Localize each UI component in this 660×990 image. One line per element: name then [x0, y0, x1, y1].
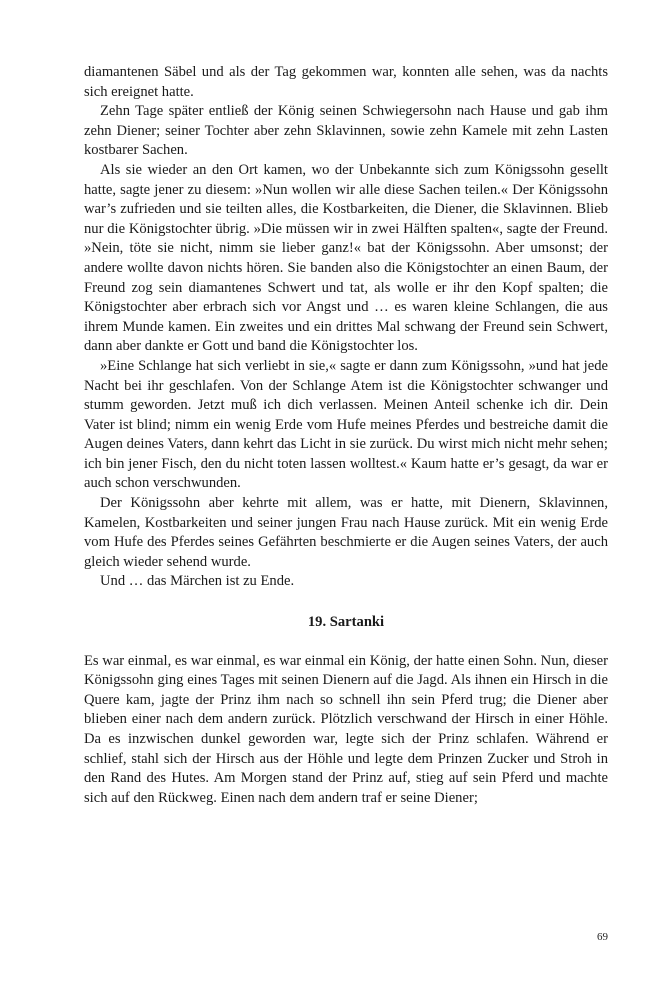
paragraph: »Eine Schlange hat sich verliebt in sie,« sagte er dann zum Königssohn, »und hat jede Nacht bei ihr geschlafen. Von der Schlange Atem ist die Königstochter schwanger und stumm geworden. Jetzt muß ich dich verlassen. Meinen Anteil schenke ich dir. Dein Vater ist blind; nimm ein wenig Erde vom Hufe meines Pferdes und bestreiche damit die Augen deines Vaters, dann kehrt das Licht in sie zurück. Du wirst mich nicht mehr sehen; ich bin jener Fisch, den du nicht toten lassen wolltest.« Kaum hatte er’s gesagt, da war er auch schon verschwunden.: [84, 357, 608, 492]
paragraph: Als sie wieder an den Ort kamen, wo der Unbekannte sich zum Königssohn gesellt hatte, sagte jener zu diesem: »Nun wollen wir alle diese Sachen teilen.« Der Königssohn war’s zufrieden und sie teilten alles, die Kostbarkeiten, die Diener, die Sklavinnen. Blieb nur die Königstochter übrig. »Die müssen wir in zwei Hälften spalten«, sagte der Freund. »Nein, töte sie nicht, nimm sie lieber ganz!« bat der Königssohn. Aber umsonst; der andere wollte davon nichts hören. Sie banden also die Königstochter an einen Baum, der Freund zog sein diamantenes Schwert und tat, als wolle er ihr den Kopf spalten; die Königstochter aber erbrach sich vor Angst und … es waren kleine Schlangen, die aus ihrem Munde kamen. Ein zweites und ein drittes Mal schwang der Freund sein Schwert, dann aber dankte er Gott und band die Königstochter los.: [84, 161, 608, 355]
story-ending-section: [84, 63, 608, 592]
paragraph: Zehn Tage später entließ der König seinen Schwiegersohn nach Hause und gab ihm zehn Diener; seiner Tochter aber zehn Sklavinnen, sowie zehn Kamele mit zehn Lasten kostbarer Sachen.: [84, 103, 608, 159]
paragraph: Und … das Märchen ist zu Ende.: [100, 573, 295, 590]
paragraph: Es war einmal, es war einmal, es war einmal ein König, der hatte einen Sohn. Nun, dieser Königssohn ging eines Tages mit seinen Dienern auf die Jagd. Als ihnen ein Hirsch in die Quere kam, jagte der Prinz ihm nach so schnell ihn sein Pferd trug; die Diener aber blieben einer nach dem andern zurück. Plötzlich verschwand der Hirsch in einer Höhle. Da es inzwischen dunkel geworden war, legte sich der Prinz schlafen. Während er schlief, stahl sich der Hirsch aus der Höhle und legte dem Prinzen Zucker und Stroh in den Rand des Hutes. Am Morgen stand der Prinz auf, stieg auf sein Pferd und machte sich auf den Rückweg. Einen nach dem andern traf er seine Diener;: [84, 652, 608, 806]
paragraph: Der Königssohn aber kehrte mit allem, was er hatte, mit Dienern, Sklavinnen, Kamelen, Kostbarkeiten und seiner jungen Frau nach Hause zurück. Mit ein wenig Erde vom Hufe des Pferdes seines Gefährten beschmierte er die Augen seines Vaters, der auch gleich wieder sehend wurde.: [84, 495, 608, 570]
chapter-heading: 19. Sartanki: [307, 614, 385, 631]
page-body: [84, 63, 608, 808]
story-beginning-section: [84, 652, 608, 809]
page-number: 69: [597, 931, 608, 943]
paragraph: diamantenen Säbel und als der Tag gekommen war, konnten alle sehen, was da nachts sich ereignet hatte.: [84, 64, 608, 100]
